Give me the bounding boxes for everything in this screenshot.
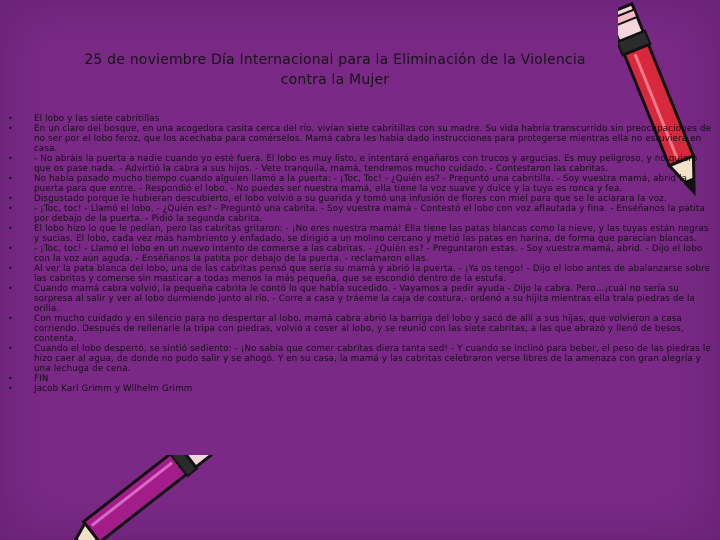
list-item	[8, 124, 714, 154]
bullet-icon: •	[8, 174, 13, 183]
list-item	[8, 174, 714, 194]
author-credit: Jacob Karl Grimm y Wilhelm Grimm	[34, 384, 193, 394]
story-title: El lobo y las siete cabritillas	[34, 114, 160, 124]
paragraph-text: Cuando mamá cabra volvió, la pequeña cabrita le contó lo que había sucedido. - Vayamos a pedir ayuda - Dijo la cabra. Pero…¡cuál no sería su sorpresa al salir y ver al lobo durmiendo junto al río. - Corre a casa y tráeme la caja de costura.- ordenó a su hijita mientras ella traía piedras de la orilla.	[34, 284, 695, 314]
bullet-icon: •	[8, 114, 13, 123]
title-line-1: 25 de noviembre Día Internacional para la Eliminación de la Violencia	[84, 52, 586, 68]
list-item	[8, 384, 714, 394]
paragraph-text: El lobo hizo lo que le pedían, pero las cabritas gritaron: - ¡No eres nuestra mamá! Ella tiene las patas blancas como la nieve, y las tuyas están negras y sucias. El lobo, cada vez más hambriento y enfadado, se dirigió a un molino cercano y metió las patas en harina, de forma que parecían blancas.	[34, 224, 709, 244]
paragraph-text: Al ver la pata blanca del lobo, una de las cabritas pensó que sería su mamá y abrió la puerta. - ¡Ya os tengo! - Dijo el lobo antes de abalanzarse sobre las cabritas y comerse sin masticar a todas menos la más pequeña, que se escondió dentro de la estufa.	[34, 264, 711, 284]
list-item	[8, 244, 714, 264]
list-item	[8, 344, 714, 374]
paragraph-text: - ¡Toc, toc! - Llamó el lobo en un nuevo intento de comerse a las cabritas. - ¿Quién es? - Preguntaron estas. - Soy vuestra mamá, abrid. - Dijo el lobo con la voz aún aguda. - Enséñanos la patita por debajo de la puerta. - reclamaron ellas.	[34, 244, 703, 264]
bullet-icon: •	[8, 154, 13, 163]
bullet-icon: •	[8, 384, 13, 393]
paragraph-text: - No abráis la puerta a nadie cuando yo esté fuera. El lobo es muy listo, e intentará engañaros con trucos y argucias. Es muy peligroso, y no quiero que os pase nada. - Advirtió la cabra a sus hijos. - Vete tranquila, mamá, tendremos mucho cuidado. - Contestaron las cabritas.	[34, 154, 698, 174]
list-item	[8, 314, 714, 344]
list-item	[8, 224, 714, 244]
bullet-icon: •	[8, 264, 13, 273]
list-item	[8, 114, 714, 124]
story-bullet-list	[8, 114, 714, 394]
list-item	[8, 264, 714, 284]
paragraph-text: Cuando el lobo despertó, se sintió sediento: - ¡No sabía que comer cabritas diera tanta sed! - Y cuando se inclinó para beber, el peso de las piedras le hizo caer al agua, de donde no pudo salir y se ahogó. Y en su casa, la mamá y las cabritas celebraron verse libres de la amenaza con gran alegría y una lechuga de cena.	[34, 344, 711, 374]
paragraph-text: En un claro del bosque, en una acogedora casita cerca del río, vivían siete cabritillas con su madre. Su vida habría transcurrido sin preocupaciones de no ser por el lobo feroz, que los acechaba para comérselos. Mamá cabra les había dado instrucciones para protegerse mientras ella no estuviera en casa.	[34, 124, 712, 154]
list-item	[8, 154, 714, 174]
paragraph-text: Con mucho cuidado y en silencio para no despertar al lobo, mamá cabra abrió la barriga del lobo y sacó de allí a sus hijas, que volvieron a casa corriendo. Después de rellenarle la tripa con piedras, volvió a coser al lobo, y se reunió con las siete cabritas, a las que abrazó y llenó de besos, contenta.	[34, 314, 684, 344]
bullet-icon: •	[8, 204, 13, 213]
title-line-2: contra la Mujer	[280, 72, 390, 88]
bullet-icon: •	[8, 344, 13, 353]
bullet-icon: •	[8, 284, 13, 293]
pencil-illustration	[50, 455, 225, 540]
paragraph-text: - ¡Toc, toc! - Llamó el lobo. - ¿Quién es? - Preguntó una cabrita. - Soy vuestra mamá - Contestó el lobo con voz aflautada y fina. - Enséñanos la patita por debajo de la puerta. - Pidió la segunda cabrita.	[34, 204, 705, 224]
slide-title	[70, 50, 600, 90]
end-text: FIN	[34, 374, 49, 384]
paragraph-text: Disgustado porque le hubieran descubierto, el lobo volvió a su guarida y tomó una infusión de flores con miel para que se le aclarara la voz.	[34, 194, 667, 204]
list-item	[8, 374, 714, 384]
paragraph-text: No había pasado mucho tiempo cuando alguien llamó a la puerta: - ¡Toc, Toc! - ¿Quién es? - Preguntó una cabritilla. - Soy vuestra mamá, abrid la puerta para que entre. - Respondió el lobo. - No puedes ser nuestra mamá, ella tiene la voz suave y dulce y la tuya es ronca y fea.	[34, 174, 688, 194]
bullet-icon: •	[8, 244, 13, 253]
list-item	[8, 284, 714, 314]
list-item	[8, 194, 714, 204]
bullet-icon: •	[8, 194, 13, 203]
bullet-icon: •	[8, 124, 13, 133]
bullet-icon: •	[8, 224, 13, 233]
list-item	[8, 204, 714, 224]
bullet-icon: •	[8, 374, 13, 383]
bullet-icon: •	[8, 314, 13, 323]
